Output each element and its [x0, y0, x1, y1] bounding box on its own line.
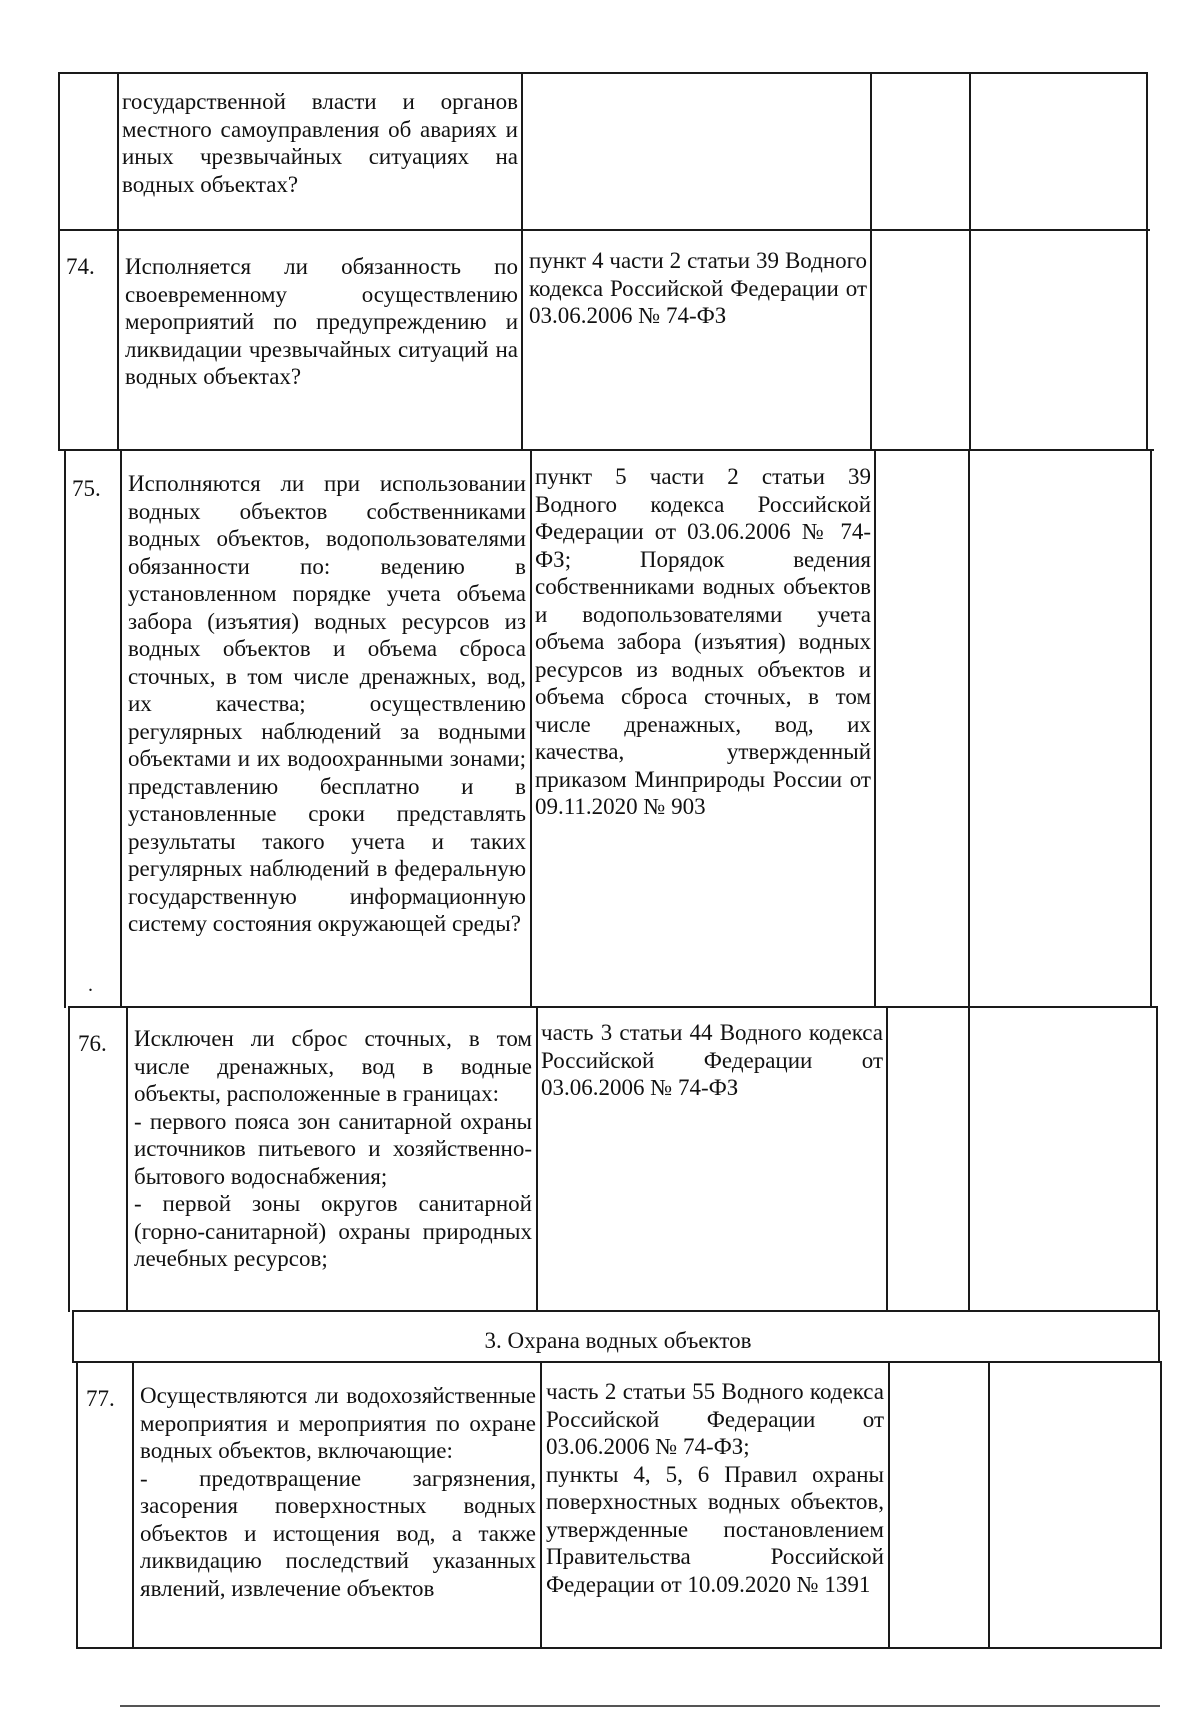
col-border: [64, 449, 66, 1008]
col-border: [888, 1361, 890, 1649]
row-border: [74, 1361, 1162, 1363]
row-border: [58, 229, 1150, 231]
row-number: 76.: [78, 1031, 107, 1056]
col-border: [969, 72, 971, 451]
row-border: [60, 449, 1154, 451]
col-border: [72, 1310, 74, 1363]
col-border: [68, 1006, 70, 1312]
question-text: Исполняются ли при использовании водных объектов собственниками водных объектов, водопользователями обязанности по: ведению в установленном порядке учета объема забора (изъятия) водных ресурсов из водных объектов и объема сброса сточных, в том числе дренажных, вод, их качества; осуществлению регулярных наблюдений за водными объектами и их водоохранными зонами; представлению бесплатно и в установленные сроки представлять результаты такого учета и таких регулярных наблюдений в федеральную государственную информационную систему состояния окружающей среды?: [128, 471, 526, 936]
col-border: [132, 1361, 134, 1649]
col-border: [1150, 449, 1152, 1008]
reference-text: часть 3 статьи 44 Водного кодекса Российской Федерации от 03.06.2006 № 74-ФЗ: [541, 1020, 883, 1100]
reference-text: часть 2 статьи 55 Водного кодекса Российской Федерации от 03.06.2006 № 74-ФЗ; пункты 4, 5, 6 Правил охраны поверхностных водных объектов, утвержденные постановлением Правительства Российской Федерации от 10.09.2020 № 1391: [546, 1379, 884, 1597]
row-border: [58, 72, 1148, 74]
col-border: [540, 1361, 542, 1649]
question-text: Осуществляются ли водохозяйственные мероприятия и мероприятия по охране водных объектов, включающие: - предотвращение загрязнения, засорения поверхностных водных объектов и истощения вод, а также ликвидацию последствий указанных явлений, извлечение объектов: [140, 1383, 536, 1601]
reference-text: пункт 4 части 2 статьи 39 Водного кодекса Российской Федерации от 03.06.2006 № 74-ФЗ: [529, 248, 867, 328]
page-bottom-rule: [120, 1705, 1160, 1707]
col-border: [968, 449, 970, 1008]
row-border: [68, 1006, 1156, 1008]
stray-mark: .: [88, 974, 93, 996]
col-border: [870, 72, 872, 451]
col-border: [1156, 1006, 1158, 1312]
col-border: [1146, 72, 1148, 451]
col-border: [126, 1006, 128, 1312]
col-border: [1160, 1361, 1162, 1649]
question-text: государственной власти и органов местного самоуправления об авариях и иных чрезвычайных ситуациях на водных объектах?: [122, 89, 518, 197]
reference-text: пункт 5 части 2 статьи 39 Водного кодекса Российской Федерации от 03.06.2006 № 74-ФЗ; Порядок ведения собственниками водных объектов и водопользователями учета объема забора (изъятия) водных ресурсов из водных объектов и объема сброса сточных, в том числе дренажных, вод, их качества, утвержденный приказом Минприроды России от 09.11.2020 № 903: [535, 464, 871, 819]
col-border: [76, 1361, 78, 1649]
row-number: 74.: [66, 254, 95, 279]
row-number: 77.: [86, 1386, 115, 1411]
question-text: Исключен ли сброс сточных, в том числе дренажных, вод в водные объекты, расположенные в границах: - первого пояса зон санитарной охраны источников питьевого и хозяйственно-бытового водоснабжения; - первой зоны округов санитарной (горно-санитарной) охраны природных лечебных ресурсов;: [134, 1026, 532, 1271]
col-border: [988, 1361, 990, 1649]
row-border: [72, 1310, 1160, 1312]
col-border: [536, 1006, 538, 1312]
col-border: [874, 449, 876, 1008]
col-border: [117, 72, 119, 451]
row-border: [76, 1647, 1162, 1649]
col-border: [886, 1006, 888, 1312]
section-title: 3. Охрана водных объектов: [484, 1328, 752, 1353]
col-border: [530, 449, 532, 1008]
row-number: 75.: [72, 476, 101, 501]
question-text: Исполняется ли обязанность по своевременному осуществлению мероприятий по предупреждению и ликвидации чрезвычайных ситуаций на водных объектах?: [125, 254, 518, 389]
col-border: [968, 1006, 970, 1312]
col-border: [120, 449, 122, 1008]
col-border: [521, 72, 523, 451]
col-border: [58, 72, 60, 451]
